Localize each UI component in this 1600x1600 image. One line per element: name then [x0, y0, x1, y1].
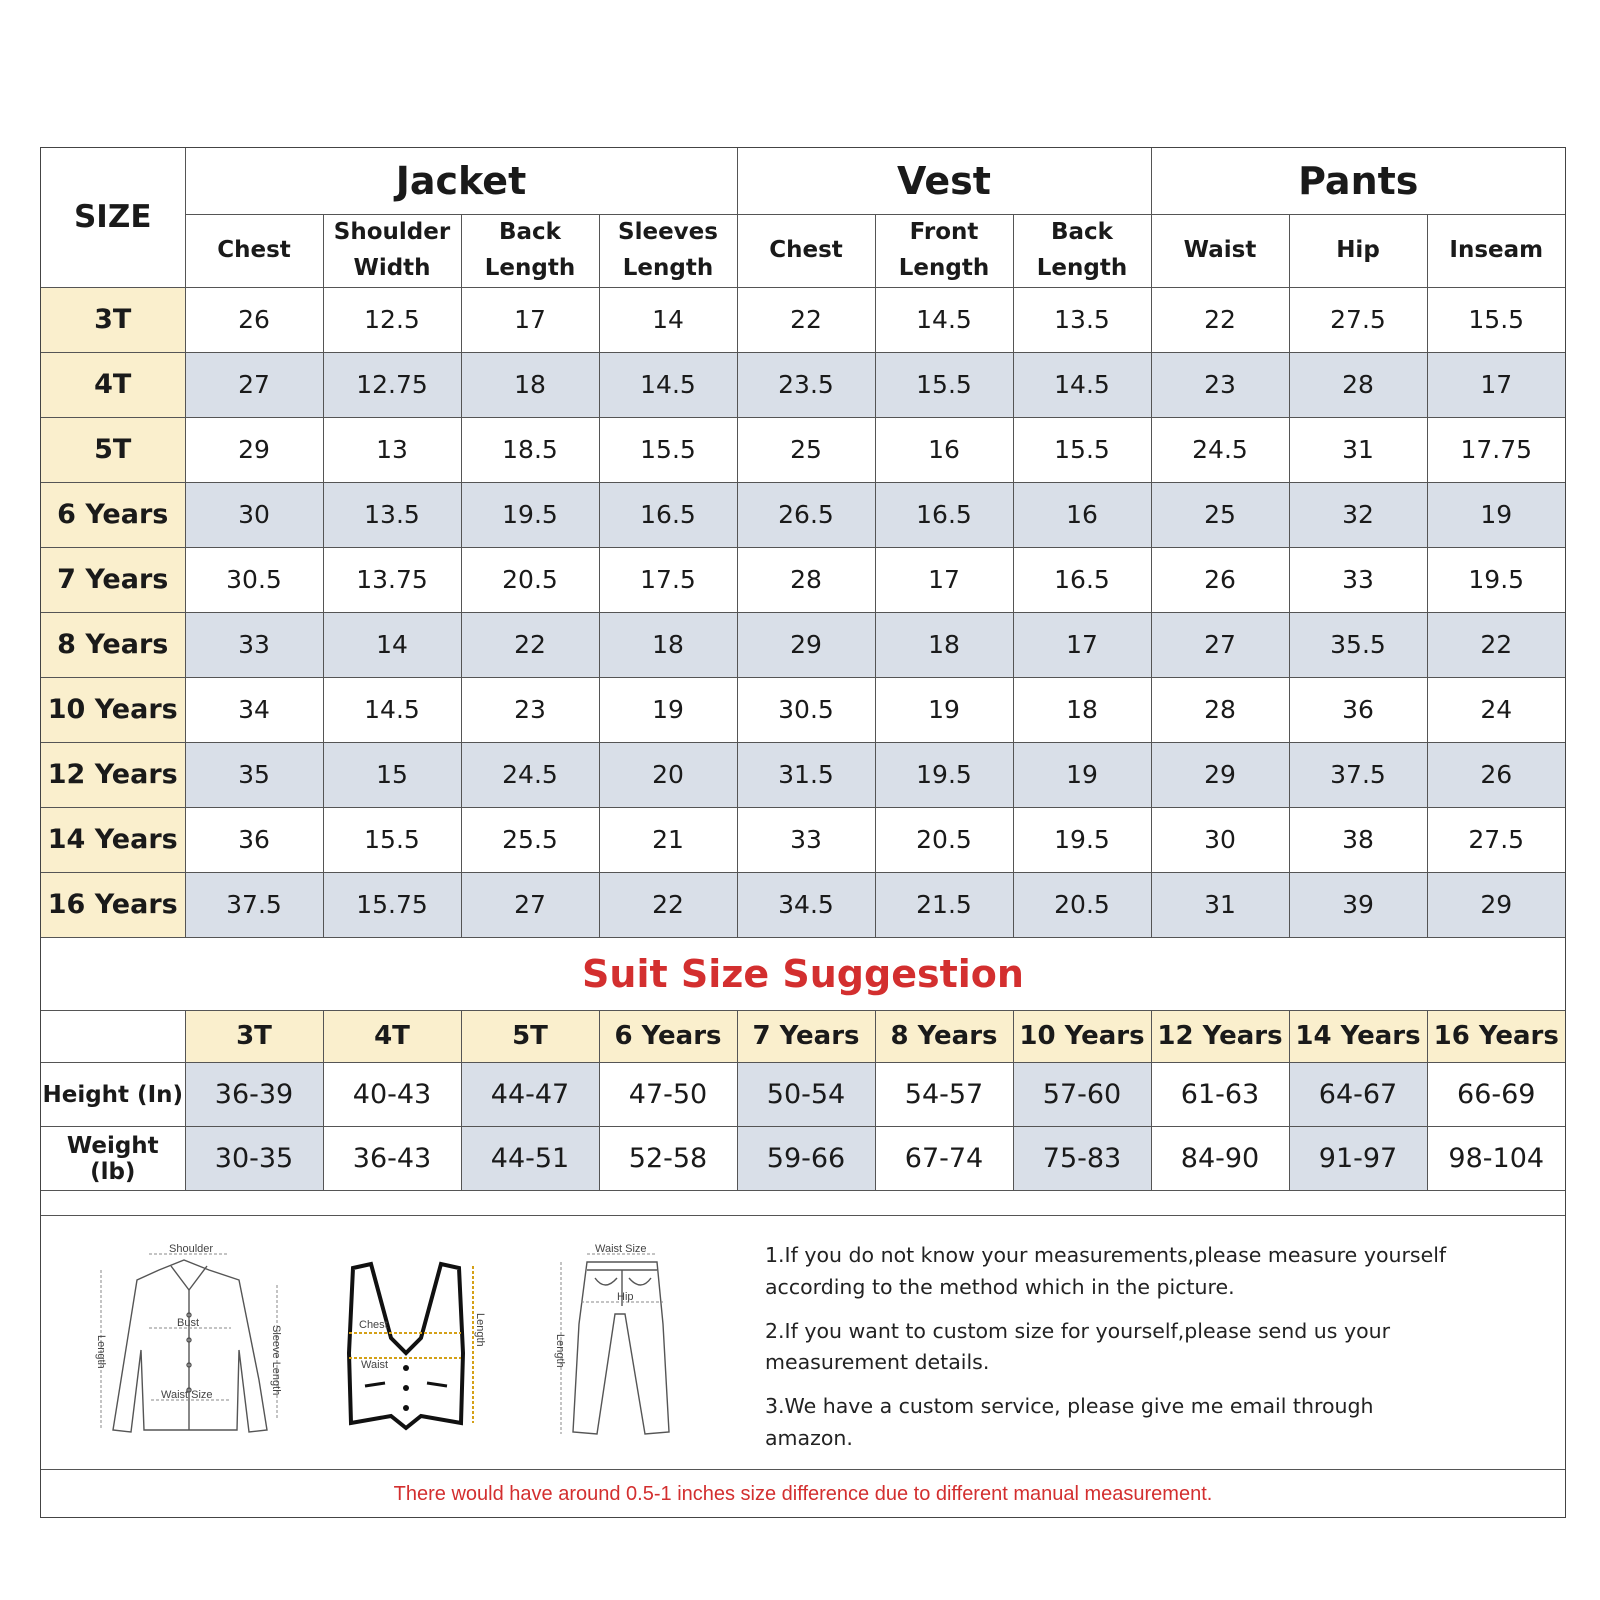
- jacket-sleeve-length-label: Sleeve Length: [270, 1325, 282, 1396]
- weight-range-cell: 44-51: [461, 1127, 599, 1191]
- measurement-cell: 29: [737, 612, 875, 677]
- size-label-cell: 12 Years: [41, 742, 185, 807]
- measurement-cell: 33: [1289, 547, 1427, 612]
- measurement-cell: 23: [1151, 352, 1289, 417]
- measurement-cell: 31: [1151, 872, 1289, 937]
- height-range-cell: 47-50: [599, 1063, 737, 1127]
- table-row: [41, 352, 1565, 417]
- height-range-cell: 66-69: [1427, 1063, 1565, 1127]
- suggestion-size-header: 14 Years: [1289, 1011, 1427, 1063]
- height-range-cell: 61-63: [1151, 1063, 1289, 1127]
- measurement-cell: 16.5: [875, 482, 1013, 547]
- measurement-cell: 32: [1289, 482, 1427, 547]
- measurement-cell: 35: [185, 742, 323, 807]
- measurement-cell: 12.75: [323, 352, 461, 417]
- vest-waist-label: Waist: [361, 1359, 389, 1371]
- size-header: SIZE: [41, 148, 185, 287]
- vest-chest-label: Chest: [359, 1319, 388, 1331]
- size-label-cell: 5T: [41, 417, 185, 482]
- suggestion-size-header: 3T: [185, 1011, 323, 1063]
- column-header-2: [461, 214, 599, 287]
- measurement-cell: 27: [461, 872, 599, 937]
- size-label-cell: 16 Years: [41, 872, 185, 937]
- measurement-cell: 30.5: [737, 677, 875, 742]
- height-range-cell: 50-54: [737, 1063, 875, 1127]
- measurement-cell: 27: [185, 352, 323, 417]
- measurement-cell: 28: [1289, 352, 1427, 417]
- measurement-cell: 18.5: [461, 417, 599, 482]
- table-row: [41, 677, 1565, 742]
- measurement-cell: 15.5: [1013, 417, 1151, 482]
- vest-length-label: Length: [474, 1313, 486, 1347]
- weight-range-cell: 59-66: [737, 1127, 875, 1191]
- size-label-cell: 7 Years: [41, 547, 185, 612]
- column-header-line: Back: [1051, 218, 1113, 245]
- height-range-cell: 44-47: [461, 1063, 599, 1127]
- pants-waist-label: Waist Size: [595, 1243, 647, 1255]
- size-label-cell: 10 Years: [41, 677, 185, 742]
- table-row: [41, 807, 1565, 872]
- column-header-9: Inseam: [1427, 214, 1565, 287]
- measurement-cell: 30.5: [185, 547, 323, 612]
- measurement-cell: 25.5: [461, 807, 599, 872]
- measurement-cell: 24.5: [1151, 417, 1289, 482]
- weight-range-cell: 91-97: [1289, 1127, 1427, 1191]
- size-label-cell: 3T: [41, 287, 185, 352]
- height-range-cell: 36-39: [185, 1063, 323, 1127]
- column-header-line: Length: [898, 254, 990, 281]
- suggestion-size-header: 6 Years: [599, 1011, 737, 1063]
- size-label-cell: 8 Years: [41, 612, 185, 677]
- suggestion-size-header: 16 Years: [1427, 1011, 1565, 1063]
- weight-range-cell: 75-83: [1013, 1127, 1151, 1191]
- measurement-cell: 15.75: [323, 872, 461, 937]
- note-3: 3.We have a custom service, please give me email through amazon.: [765, 1394, 1374, 1450]
- measurement-cell: 21: [599, 807, 737, 872]
- suggestion-size-header: 5T: [461, 1011, 599, 1063]
- pants-hip-label: Hip: [617, 1291, 634, 1303]
- size-label-cell: 6 Years: [41, 482, 185, 547]
- height-label: Height (In): [41, 1063, 185, 1127]
- jacket-shoulder-label: Shoulder: [169, 1243, 214, 1255]
- measurement-cell: 28: [1151, 677, 1289, 742]
- jacket-bust-label: Bust: [177, 1317, 200, 1329]
- weight-row: [41, 1127, 1565, 1191]
- table-row: [41, 547, 1565, 612]
- height-range-cell: 40-43: [323, 1063, 461, 1127]
- weight-range-cell: 98-104: [1427, 1127, 1565, 1191]
- measurement-cell: 20.5: [1013, 872, 1151, 937]
- weight-range-cell: 52-58: [599, 1127, 737, 1191]
- measurement-cell: 23: [461, 677, 599, 742]
- measurement-cell: 19: [1013, 742, 1151, 807]
- measurement-cell: 30: [1151, 807, 1289, 872]
- measurement-cell: 17.75: [1427, 417, 1565, 482]
- size-label-cell: 14 Years: [41, 807, 185, 872]
- measurement-cell: 31: [1289, 417, 1427, 482]
- jacket-group-header: Jacket: [185, 148, 737, 214]
- measurement-cell: 22: [461, 612, 599, 677]
- measurement-cell: 12.5: [323, 287, 461, 352]
- measurement-cell: 34: [185, 677, 323, 742]
- column-header-6: [1013, 214, 1151, 287]
- measurement-cell: 36: [1289, 677, 1427, 742]
- measurement-cell: 29: [185, 417, 323, 482]
- measurement-cell: 22: [1427, 612, 1565, 677]
- suggestion-size-header: 4T: [323, 1011, 461, 1063]
- measurement-cell: 16.5: [599, 482, 737, 547]
- measurement-cell: 16: [1013, 482, 1151, 547]
- jacket-length-label: Length: [95, 1335, 107, 1369]
- measurement-cell: 18: [875, 612, 1013, 677]
- table-row: [41, 872, 1565, 937]
- measurement-cell: 19: [1427, 482, 1565, 547]
- weight-range-cell: 30-35: [185, 1127, 323, 1191]
- weight-range-cell: 67-74: [875, 1127, 1013, 1191]
- note-1: 1.If you do not know your measurements,please measure yourself according to the method which in the picture.: [765, 1243, 1447, 1299]
- measurement-cell: 22: [1151, 287, 1289, 352]
- height-row: [41, 1063, 1565, 1127]
- measurement-cell: 26: [185, 287, 323, 352]
- measurement-cell: 15: [323, 742, 461, 807]
- measurement-cell: 27: [1151, 612, 1289, 677]
- measurement-cell: 22: [599, 872, 737, 937]
- measurement-cell: 38: [1289, 807, 1427, 872]
- measurement-cell: 17: [1427, 352, 1565, 417]
- vest-measurement-diagram: [331, 1258, 486, 1433]
- suggestion-size-header: 7 Years: [737, 1011, 875, 1063]
- measurement-notes: [765, 1240, 1465, 1467]
- table-row: [41, 417, 1565, 482]
- measurement-cell: 29: [1427, 872, 1565, 937]
- jacket-measurement-diagram: [89, 1230, 289, 1450]
- measurement-cell: 33: [185, 612, 323, 677]
- column-header-line: Back: [499, 218, 561, 245]
- measurement-cell: 14.5: [1013, 352, 1151, 417]
- weight-range-cell: 84-90: [1151, 1127, 1289, 1191]
- measurement-cell: 13.5: [1013, 287, 1151, 352]
- table-row: [41, 612, 1565, 677]
- measurement-cell: 18: [461, 352, 599, 417]
- pants-length-label: Length: [554, 1334, 566, 1368]
- measurement-cell: 31.5: [737, 742, 875, 807]
- measurement-cell: 13: [323, 417, 461, 482]
- column-header-7: Waist: [1151, 214, 1289, 287]
- suggestion-size-header: 8 Years: [875, 1011, 1013, 1063]
- column-header-line: Sleeves: [618, 218, 718, 245]
- measurement-cell: 22: [737, 287, 875, 352]
- measurement-cell: 19.5: [875, 742, 1013, 807]
- section-spacer: [41, 1191, 1565, 1216]
- measurement-cell: 15.5: [1427, 287, 1565, 352]
- height-range-cell: 54-57: [875, 1063, 1013, 1127]
- column-header-line: Length: [622, 254, 714, 281]
- column-header-line: Length: [1036, 254, 1128, 281]
- measurement-cell: 14.5: [875, 287, 1013, 352]
- measurement-cell: 37.5: [1289, 742, 1427, 807]
- pants-group-header: Pants: [1151, 148, 1565, 214]
- table-row: [41, 482, 1565, 547]
- vest-group-header: Vest: [737, 148, 1151, 214]
- measurement-guide: [41, 1216, 1565, 1470]
- measurement-cell: 26: [1151, 547, 1289, 612]
- column-header-0: Chest: [185, 214, 323, 287]
- height-range-cell: 57-60: [1013, 1063, 1151, 1127]
- measurement-cell: 23.5: [737, 352, 875, 417]
- measurement-cell: 15.5: [599, 417, 737, 482]
- blank-corner-cell: [41, 1011, 185, 1063]
- pants-measurement-diagram: [545, 1244, 695, 1444]
- measurement-cell: 18: [1013, 677, 1151, 742]
- column-header-5: [875, 214, 1013, 287]
- measurement-cell: 30: [185, 482, 323, 547]
- measurement-cell: 21.5: [875, 872, 1013, 937]
- measurement-cell: 17: [461, 287, 599, 352]
- measurement-cell: 14: [599, 287, 737, 352]
- column-header-1: [323, 214, 461, 287]
- measurement-cell: 24: [1427, 677, 1565, 742]
- column-header-4: Chest: [737, 214, 875, 287]
- measurement-cell: 34.5: [737, 872, 875, 937]
- measurement-cell: 20.5: [875, 807, 1013, 872]
- suggestion-size-header-row: [41, 1011, 1565, 1063]
- measurement-cell: 19: [599, 677, 737, 742]
- suggestion-size-header: 10 Years: [1013, 1011, 1151, 1063]
- measurement-cell: 20.5: [461, 547, 599, 612]
- measurement-cell: 14: [323, 612, 461, 677]
- size-suggestion-table: [41, 1011, 1565, 1192]
- measurement-cell: 27.5: [1289, 287, 1427, 352]
- measurement-cell: 17: [1013, 612, 1151, 677]
- column-header-3: [599, 214, 737, 287]
- measurement-cell: 27.5: [1427, 807, 1565, 872]
- measurement-cell: 17: [875, 547, 1013, 612]
- measurement-cell: 26: [1427, 742, 1565, 807]
- measurement-cell: 20: [599, 742, 737, 807]
- suggestion-size-header: 12 Years: [1151, 1011, 1289, 1063]
- size-label-cell: 4T: [41, 352, 185, 417]
- measurement-cell: 15.5: [323, 807, 461, 872]
- measurement-cell: 25: [1151, 482, 1289, 547]
- measurement-cell: 37.5: [185, 872, 323, 937]
- size-chart-sheet: [40, 147, 1566, 1518]
- height-range-cell: 64-67: [1289, 1063, 1427, 1127]
- measurement-cell: 26.5: [737, 482, 875, 547]
- note-2: 2.If you want to custom size for yourself,please send us your measurement details.: [765, 1318, 1391, 1375]
- measurement-cell: 16: [875, 417, 1013, 482]
- column-header-line: Shoulder: [333, 218, 451, 245]
- measurement-cell: 18: [599, 612, 737, 677]
- column-header-line: Length: [484, 254, 576, 281]
- measurement-cell: 29: [1151, 742, 1289, 807]
- jacket-waist-label: Waist Size: [161, 1389, 213, 1401]
- measurement-cell: 24.5: [461, 742, 599, 807]
- measurement-cell: 35.5: [1289, 612, 1427, 677]
- measurement-cell: 36: [185, 807, 323, 872]
- measurement-cell: 25: [737, 417, 875, 482]
- suit-size-suggestion-title: Suit Size Suggestion: [41, 938, 1565, 1011]
- measurement-cell: 16.5: [1013, 547, 1151, 612]
- measurement-cell: 33: [737, 807, 875, 872]
- measurement-cell: 39: [1289, 872, 1427, 937]
- weight-label: Weight (lb): [41, 1127, 185, 1191]
- measurement-cell: 19.5: [1013, 807, 1151, 872]
- measurement-cell: 19.5: [461, 482, 599, 547]
- column-header-line: Width: [353, 254, 431, 281]
- table-row: [41, 742, 1565, 807]
- measurement-cell: 17.5: [599, 547, 737, 612]
- column-header-8: Hip: [1289, 214, 1427, 287]
- column-header-line: Front: [909, 218, 979, 245]
- size-difference-note: There would have around 0.5-1 inches size difference due to different manual measurement.: [393, 1482, 1213, 1505]
- measurement-cell: 15.5: [875, 352, 1013, 417]
- measurement-cell: 28: [737, 547, 875, 612]
- measurement-cell: 19: [875, 677, 1013, 742]
- measurement-cell: 14.5: [323, 677, 461, 742]
- measurement-cell: 13.5: [323, 482, 461, 547]
- measurement-cell: 14.5: [599, 352, 737, 417]
- size-chart-table: [41, 148, 1565, 938]
- measurement-cell: 13.75: [323, 547, 461, 612]
- measurement-cell: 19.5: [1427, 547, 1565, 612]
- table-row: [41, 287, 1565, 352]
- weight-range-cell: 36-43: [323, 1127, 461, 1191]
